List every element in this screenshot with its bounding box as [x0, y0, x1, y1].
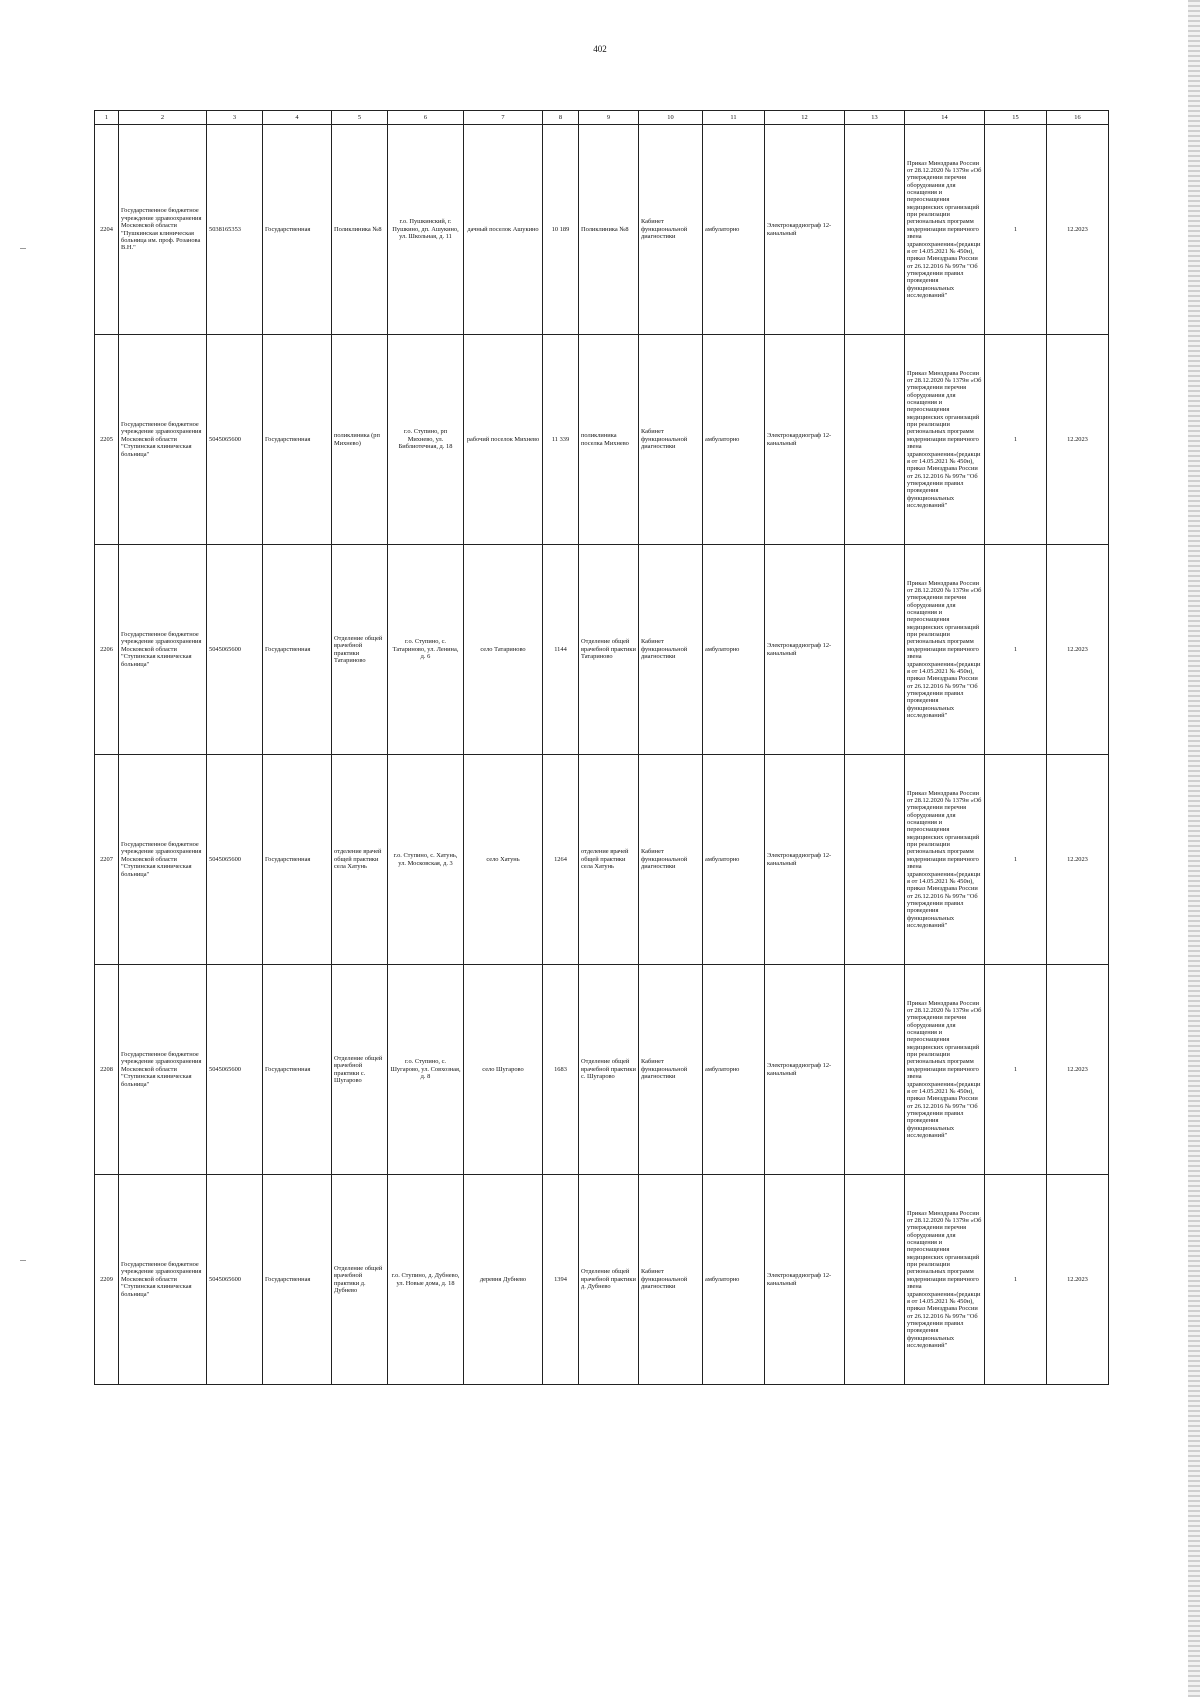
column-header: 12: [765, 111, 845, 125]
unit-cell: Поликлиника №8: [332, 125, 388, 335]
row-number: 2207: [95, 755, 119, 965]
subunit-cell: Отделение общей врачебной практики д. Дубнево: [579, 1175, 639, 1385]
date-cell: 12.2023: [1047, 335, 1109, 545]
equipment-cell: Электрокардиограф 12-канальный: [765, 965, 845, 1175]
equipment-cell: Электрокардиограф 12-канальный: [765, 335, 845, 545]
empty-cell: [845, 965, 905, 1175]
inn-cell: 5045065600: [207, 755, 263, 965]
organization-cell: Государственное бюджетное учреждение здравоохранения Московской области "Ступинская клиническая больница": [119, 335, 207, 545]
organization-cell: Государственное бюджетное учреждение здравоохранения Московской области "Ступинская клиническая больница": [119, 755, 207, 965]
legal-basis-cell: [905, 125, 985, 335]
organization-cell: Государственное бюджетное учреждение здравоохранения Московской области "Ступинская клиническая больница": [119, 1175, 207, 1385]
column-header: 3: [207, 111, 263, 125]
locality-cell: рабочий поселок Михнево: [464, 335, 543, 545]
unit-cell: отделение врачей общей практики села Хатунь: [332, 755, 388, 965]
legal-basis-cell: [905, 1175, 985, 1385]
organization-cell: Государственное бюджетное учреждение здравоохранения Московской области "Пушкинская клиническая больница им. проф. Розанова В.Н.": [119, 125, 207, 335]
empty-cell: [845, 1175, 905, 1385]
empty-cell: [845, 755, 905, 965]
organization-cell: Государственное бюджетное учреждение здравоохранения Московской области "Ступинская клиническая больница": [119, 965, 207, 1175]
population-cell: 1264: [543, 755, 579, 965]
address-cell: г.о. Ступино, рп Михнево, ул. Библиотечная, д. 18: [388, 335, 464, 545]
care-type-cell: амбулаторно: [703, 545, 765, 755]
subunit-cell: поликлиника поселка Михнево: [579, 335, 639, 545]
column-header: 6: [388, 111, 464, 125]
legal-basis-text: Приказ Минздрава России от 28.12.2020 № 1379н «Об утверждении перечня оборудования для оснащения и переоснащения медицинских организаций при реализации региональных программ модернизации первичного звена здравоохранения»(редакция от 14.05.2021 № 450н), приказ Минздрава России от 26.12.2016 № 997н "Об утверждении правил проведения функциональных исследований": [907, 789, 982, 930]
cabinet-cell: Кабинет функциональной диагностики: [639, 1175, 703, 1385]
ownership-cell: Государственная: [263, 1175, 332, 1385]
column-header: 7: [464, 111, 543, 125]
date-cell: 12.2023: [1047, 1175, 1109, 1385]
scan-mark: [20, 1260, 26, 1261]
quantity-cell: 1: [985, 1175, 1047, 1385]
locality-cell: деревня Дубнево: [464, 1175, 543, 1385]
equipment-cell: Электрокардиограф 12-канальный: [765, 125, 845, 335]
column-header: 4: [263, 111, 332, 125]
address-cell: г.о. Ступино, с. Татариново, ул. Ленина, д. 6: [388, 545, 464, 755]
row-number: 2209: [95, 1175, 119, 1385]
page-number: 402: [593, 44, 607, 54]
organization-cell: Государственное бюджетное учреждение здравоохранения Московской области "Ступинская клиническая больница": [119, 545, 207, 755]
table-row: [95, 755, 1109, 965]
unit-cell: Отделение общей врачебной практики с. Шугарово: [332, 965, 388, 1175]
cabinet-cell: Кабинет функциональной диагностики: [639, 755, 703, 965]
empty-cell: [845, 125, 905, 335]
table-row: [95, 545, 1109, 755]
date-cell: 12.2023: [1047, 965, 1109, 1175]
legal-basis-cell: [905, 335, 985, 545]
legal-basis-text: Приказ Минздрава России от 28.12.2020 № 1379н «Об утверждении перечня оборудования для оснащения и переоснащения медицинских организаций при реализации региональных программ модернизации первичного звена здравоохранения»(редакция от 14.05.2021 № 450н), приказ Минздрава России от 26.12.2016 № 997н "Об утверждении правил проведения функциональных исследований": [907, 579, 982, 720]
scan-mark: [20, 248, 26, 249]
ownership-cell: Государственная: [263, 125, 332, 335]
locality-cell: дачный поселок Ашукино: [464, 125, 543, 335]
equipment-cell: Электрокардиограф 12-канальный: [765, 1175, 845, 1385]
column-header: 9: [579, 111, 639, 125]
row-number: 2208: [95, 965, 119, 1175]
population-cell: 11 339: [543, 335, 579, 545]
cabinet-cell: Кабинет функциональной диагностики: [639, 545, 703, 755]
cabinet-cell: Кабинет функциональной диагностики: [639, 335, 703, 545]
locality-cell: село Шугарово: [464, 965, 543, 1175]
address-cell: г.о. Ступино, д. Дубнево, ул. Новые дома, д. 18: [388, 1175, 464, 1385]
population-cell: 10 189: [543, 125, 579, 335]
locality-cell: село Татариново: [464, 545, 543, 755]
table-row: [95, 965, 1109, 1175]
inn-cell: 5045065600: [207, 965, 263, 1175]
column-header: 8: [543, 111, 579, 125]
column-header: 13: [845, 111, 905, 125]
care-type-cell: амбулаторно: [703, 1175, 765, 1385]
column-header: 1: [95, 111, 119, 125]
row-number: 2206: [95, 545, 119, 755]
equipment-table: [94, 110, 1109, 1385]
empty-cell: [845, 335, 905, 545]
empty-cell: [845, 545, 905, 755]
unit-cell: Отделение общей врачебной практики Татариново: [332, 545, 388, 755]
locality-cell: село Хатунь: [464, 755, 543, 965]
care-type-cell: амбулаторно: [703, 125, 765, 335]
quantity-cell: 1: [985, 125, 1047, 335]
date-cell: 12.2023: [1047, 125, 1109, 335]
inn-cell: 5045065600: [207, 335, 263, 545]
legal-basis-cell: [905, 755, 985, 965]
table-row: [95, 335, 1109, 545]
column-header: 11: [703, 111, 765, 125]
date-cell: 12.2023: [1047, 755, 1109, 965]
legal-basis-text: Приказ Минздрава России от 28.12.2020 № 1379н «Об утверждении перечня оборудования для оснащения и переоснащения медицинских организаций при реализации региональных программ модернизации первичного звена здравоохранения»(редакция от 14.05.2021 № 450н), приказ Минздрава России от 26.12.2016 № 997н "Об утверждении правил проведения функциональных исследований": [907, 369, 982, 510]
address-cell: г.о. Ступино, с. Шугарово, ул. Совхозная, д. 8: [388, 965, 464, 1175]
population-cell: 1144: [543, 545, 579, 755]
subunit-cell: Отделение общей врачебной практики с. Шугарово: [579, 965, 639, 1175]
population-cell: 1683: [543, 965, 579, 1175]
unit-cell: Отделение общей врачебной практики д. Дубнево: [332, 1175, 388, 1385]
column-header: 2: [119, 111, 207, 125]
inn-cell: 5045065600: [207, 545, 263, 755]
inn-cell: 5038165353: [207, 125, 263, 335]
scan-edge: [1188, 0, 1200, 1697]
row-number: 2205: [95, 335, 119, 545]
subunit-cell: Поликлиника №8: [579, 125, 639, 335]
legal-basis-cell: [905, 545, 985, 755]
column-header: 16: [1047, 111, 1109, 125]
quantity-cell: 1: [985, 755, 1047, 965]
date-cell: 12.2023: [1047, 545, 1109, 755]
care-type-cell: амбулаторно: [703, 335, 765, 545]
care-type-cell: амбулаторно: [703, 965, 765, 1175]
legal-basis-text: Приказ Минздрава России от 28.12.2020 № 1379н «Об утверждении перечня оборудования для оснащения и переоснащения медицинских организаций при реализации региональных программ модернизации первичного звена здравоохранения»(редакция от 14.05.2021 № 450н), приказ Минздрава России от 26.12.2016 № 997н "Об утверждении правил проведения функциональных исследований": [907, 1209, 982, 1350]
ownership-cell: Государственная: [263, 335, 332, 545]
cabinet-cell: Кабинет функциональной диагностики: [639, 965, 703, 1175]
column-header: 5: [332, 111, 388, 125]
table-row: [95, 1175, 1109, 1385]
subunit-cell: отделение врачей общей практики села Хатунь: [579, 755, 639, 965]
inn-cell: 5045065600: [207, 1175, 263, 1385]
quantity-cell: 1: [985, 335, 1047, 545]
column-header: 14: [905, 111, 985, 125]
ownership-cell: Государственная: [263, 965, 332, 1175]
legal-basis-text: Приказ Минздрава России от 28.12.2020 № 1379н «Об утверждении перечня оборудования для оснащения и переоснащения медицинских организаций при реализации региональных программ модернизации первичного звена здравоохранения»(редакция от 14.05.2021 № 450н), приказ Минздрава России от 26.12.2016 № 997н "Об утверждении правил проведения функциональных исследований": [907, 999, 982, 1140]
quantity-cell: 1: [985, 545, 1047, 755]
ownership-cell: Государственная: [263, 545, 332, 755]
ownership-cell: Государственная: [263, 755, 332, 965]
care-type-cell: амбулаторно: [703, 755, 765, 965]
address-cell: г.о. Ступино, с. Хатунь, ул. Московская, д. 3: [388, 755, 464, 965]
unit-cell: поликлиника (рп Михнево): [332, 335, 388, 545]
subunit-cell: Отделение общей врачебной практики Татариново: [579, 545, 639, 755]
table-row: [95, 125, 1109, 335]
equipment-cell: Электрокардиограф 12-канальный: [765, 545, 845, 755]
table-header-row: [95, 111, 1109, 125]
row-number: 2204: [95, 125, 119, 335]
population-cell: 1394: [543, 1175, 579, 1385]
quantity-cell: 1: [985, 965, 1047, 1175]
column-header: 15: [985, 111, 1047, 125]
address-cell: г.о. Пушкинский, г. Пушкино, дп. Ашукино, ул. Школьная, д. 11: [388, 125, 464, 335]
legal-basis-text: Приказ Минздрава России от 28.12.2020 № 1379н «Об утверждении перечня оборудования для оснащения и переоснащения медицинских организаций при реализации региональных программ модернизации первичного звена здравоохранения»(редакция от 14.05.2021 № 450н), приказ Минздрава России от 26.12.2016 № 997н "Об утверждении правил проведения функциональных исследований": [907, 159, 982, 300]
equipment-cell: Электрокардиограф 12-канальный: [765, 755, 845, 965]
cabinet-cell: Кабинет функциональной диагностики: [639, 125, 703, 335]
column-header: 10: [639, 111, 703, 125]
legal-basis-cell: [905, 965, 985, 1175]
